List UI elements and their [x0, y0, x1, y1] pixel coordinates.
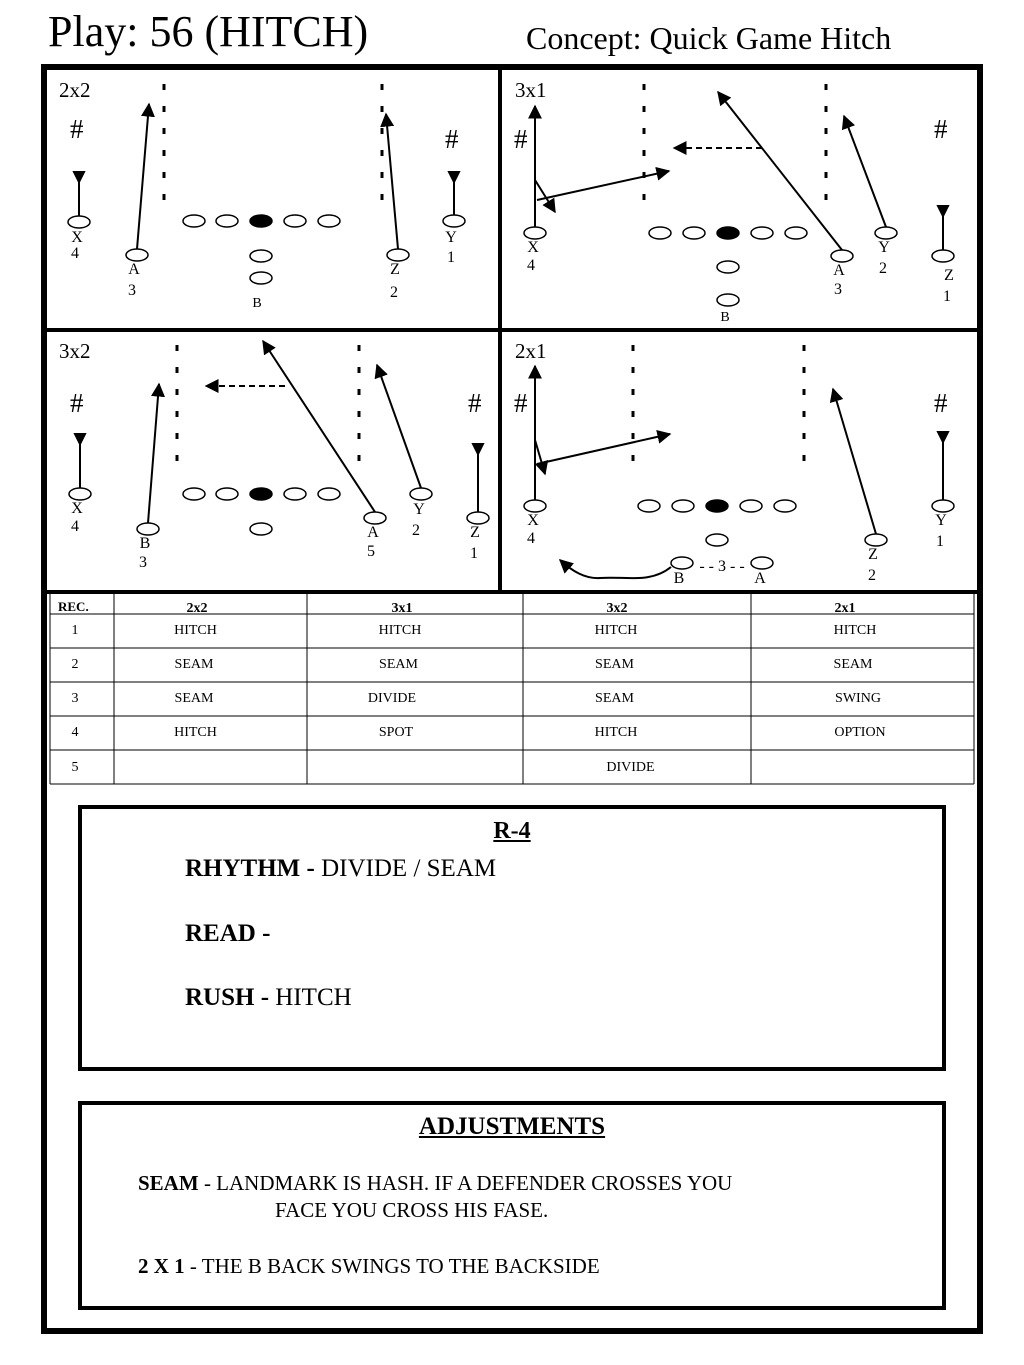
player-letter: A [367, 524, 379, 541]
table-header-2x1: 2x1 [834, 601, 856, 616]
rhythm-line [185, 855, 496, 883]
hash-mark-left: # [514, 388, 528, 418]
hash-mark-left: # [514, 124, 528, 154]
player-letter: A [128, 261, 140, 278]
player-number: 3 [834, 281, 842, 298]
player-number: 1 [943, 288, 951, 305]
table-cell: HITCH [594, 725, 638, 740]
player-letter: B [139, 535, 151, 552]
formation-label: 3x1 [515, 78, 547, 102]
player-number: 3 [128, 282, 136, 299]
concept-title: Concept: Quick Game Hitch [526, 20, 892, 56]
table-cell: SEAM [833, 657, 873, 672]
r4-title: R-4 [493, 818, 531, 844]
table-header-3x2: 3x2 [606, 601, 628, 616]
player-number: 4 [71, 518, 79, 535]
player-letter: Z [868, 546, 878, 563]
player-number: 1 [936, 533, 944, 550]
table-cell-rec: 4 [71, 725, 79, 740]
formation-label: 3x2 [59, 339, 91, 363]
player-letter: Z [944, 267, 954, 284]
rhythm-label: RHYTHM - [185, 855, 315, 882]
seam-text: - LANDMARK IS HASH. IF A DEFENDER CROSSES YOU [198, 1171, 733, 1195]
table-cell: HITCH [174, 623, 217, 638]
table-cell-rec: 3 [71, 691, 79, 706]
player-letter: X [71, 500, 83, 517]
player-number: 1 [447, 249, 455, 266]
hash-mark-left: # [70, 388, 84, 418]
adjustments-box [78, 1101, 946, 1310]
adjustments-title: ADJUSTMENTS [418, 1113, 606, 1140]
rhythm-value: DIVIDE / SEAM [321, 855, 497, 882]
twobyone-label: 2 X 1 [138, 1254, 185, 1278]
table-cell: OPTION [834, 725, 886, 740]
motion-label: - - 3 - - [699, 558, 745, 575]
player-letter: Z [470, 524, 480, 541]
twobyone-adjustment [138, 1254, 600, 1279]
table-cell: SEAM [595, 657, 634, 672]
player-letter: B [252, 296, 262, 311]
table-cell: DIVIDE [367, 691, 417, 706]
table-cell-rec: 1 [71, 623, 79, 638]
rush-line [185, 984, 352, 1012]
player-letter: A [754, 570, 766, 587]
seam-text-continued: FACE YOU CROSS HIS FASE. [275, 1198, 549, 1222]
player-letter: X [527, 239, 539, 256]
hash-mark-right: # [445, 124, 459, 154]
table-cell: SEAM [595, 691, 634, 706]
player-letter: Y [935, 512, 947, 529]
table-header-3x1: 3x1 [391, 601, 413, 616]
twobyone-text: - THE B BACK SWINGS TO THE BACKSIDE [184, 1254, 600, 1278]
player-number: 2 [879, 260, 887, 277]
player-number: 4 [527, 530, 535, 547]
read-line [185, 920, 270, 948]
seam-adjustment [138, 1171, 732, 1196]
player-number: 4 [71, 245, 79, 262]
player-number: 2 [412, 522, 420, 539]
player-number: 1 [470, 545, 478, 562]
player-number: 3 [139, 554, 147, 571]
table-cell: DIVIDE [606, 760, 655, 775]
player-letter: X [527, 512, 539, 529]
player-letter: X [71, 229, 83, 246]
table-cell: HITCH [594, 623, 638, 638]
player-number: 5 [367, 543, 375, 560]
r4-box [78, 805, 946, 1071]
table-cell: SEAM [174, 657, 214, 672]
table-cell-rec: 2 [71, 657, 79, 672]
player-letter: Z [390, 261, 400, 278]
player-number: 2 [390, 284, 398, 301]
player-letter: Y [445, 229, 457, 246]
table-cell: SWING [835, 691, 881, 706]
player-letter: Y [878, 239, 890, 256]
read-label: READ - [185, 920, 271, 947]
rush-value: HITCH [275, 984, 352, 1011]
player-letter: B [673, 570, 685, 587]
table-cell: SEAM [379, 657, 418, 672]
player-letter: B [720, 310, 730, 325]
table-header-2x2: 2x2 [186, 601, 208, 616]
player-letter: Y [413, 501, 425, 518]
table-header-rec: REC. [58, 599, 89, 614]
player-number: 2 [868, 567, 876, 584]
player-letter: A [833, 262, 845, 279]
table-cell: HITCH [833, 623, 877, 638]
table-cell: SEAM [174, 691, 214, 706]
hash-mark-right: # [934, 114, 948, 144]
formation-label: 2x1 [515, 339, 547, 363]
table-cell: SPOT [378, 725, 414, 740]
player-number: 4 [527, 257, 535, 274]
formation-label: 2x2 [59, 78, 91, 102]
seam-label: SEAM [138, 1171, 199, 1195]
rush-label: RUSH - [185, 984, 270, 1011]
hash-mark-right: # [468, 388, 482, 418]
play-title: Play: 56 (HITCH) [48, 7, 369, 56]
table-cell: HITCH [378, 623, 422, 638]
hash-mark-left: # [70, 114, 84, 144]
table-cell-rec: 5 [71, 760, 79, 775]
table-cell: HITCH [174, 725, 217, 740]
hash-mark-right: # [934, 388, 948, 418]
